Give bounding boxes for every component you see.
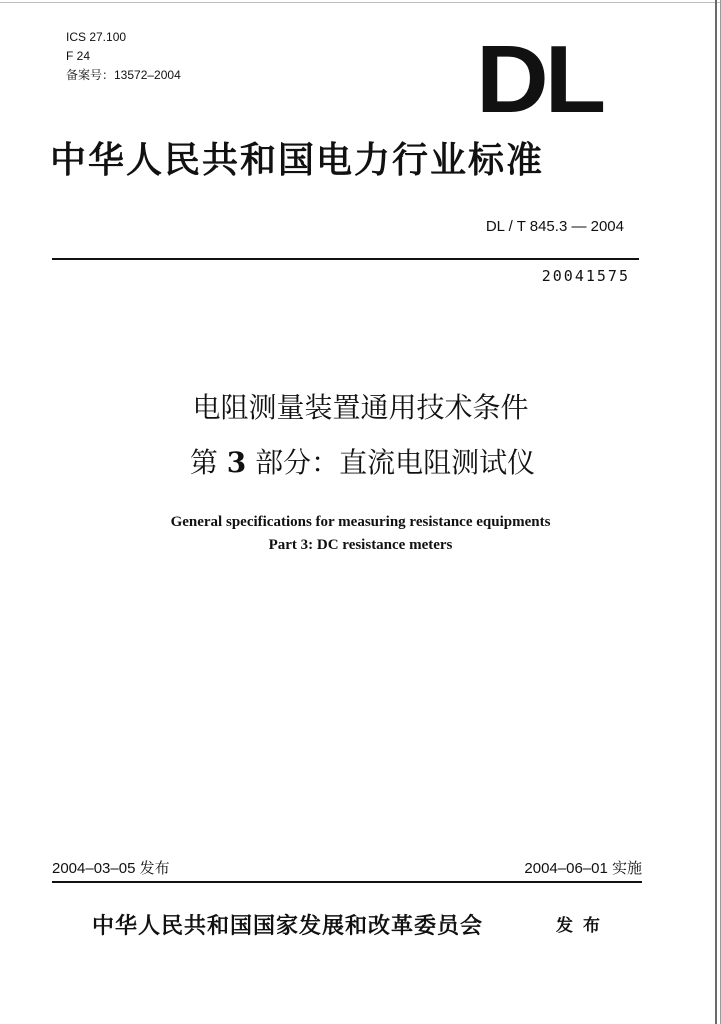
chinese-title-part-number: 3: [226, 446, 247, 479]
english-title-line-1: General specifications for measuring resistance equipments: [170, 514, 551, 530]
filing-number: 备案号：13572–2004: [66, 68, 181, 82]
scan-edge-top: [0, 2, 721, 3]
org-title: 中华人民共和国电力行业标准: [50, 139, 545, 181]
chinese-title-line-1: 电阻测量装置通用技术条件: [192, 391, 529, 424]
ccs-code: F 24: [66, 49, 91, 63]
header-divider: [52, 258, 639, 260]
implementation-date: 2004–06–01 实施: [524, 860, 642, 877]
ics-code: ICS 27.100: [66, 30, 127, 44]
classification-block: [66, 28, 181, 85]
issue-date: 2004–03–05 发布: [52, 860, 170, 877]
dl-logo: DL: [476, 26, 602, 133]
registration-number: 20041575: [541, 267, 630, 285]
english-title-line-2: Part 3: DC resistance meters: [268, 537, 453, 553]
standard-code: DL / T 845.3 — 2004: [485, 218, 624, 235]
chinese-title-rest: 部分：直流电阻测试仪: [255, 446, 536, 479]
footer-divider: [52, 881, 642, 883]
issuing-label: 发布: [556, 916, 610, 936]
issuing-authority: 中华人民共和国国家发展和改革委员会: [92, 913, 484, 939]
chinese-title-line-2: [0, 443, 721, 483]
chinese-title-prefix: 第: [189, 446, 218, 479]
